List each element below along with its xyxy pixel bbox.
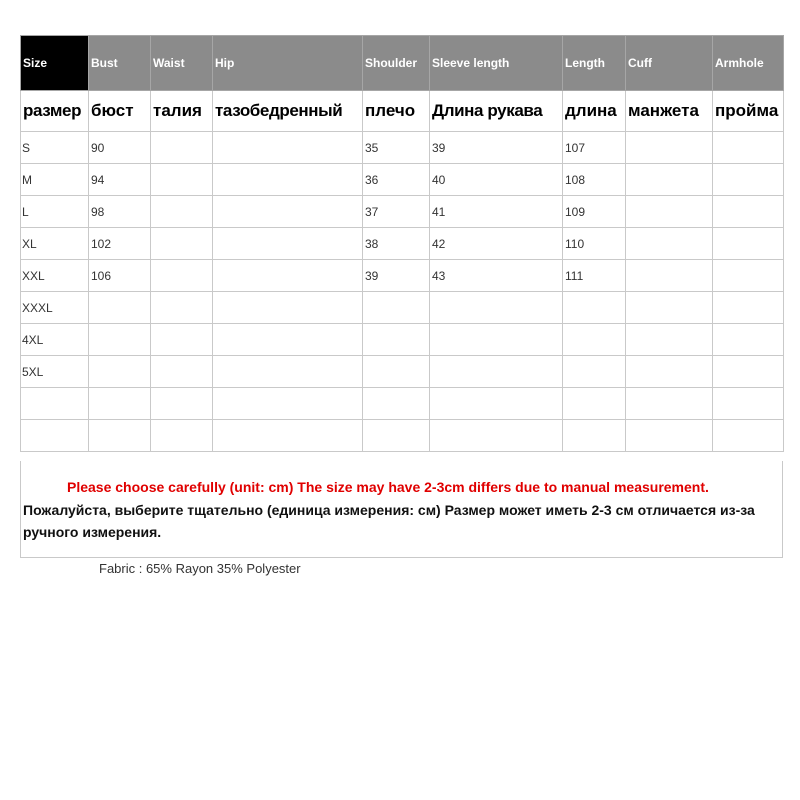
measurement-cell <box>713 132 784 164</box>
size-cell: XXL <box>21 260 89 292</box>
header-cell-ru: тазобедренный <box>213 91 363 132</box>
measurement-cell <box>213 356 363 388</box>
measurement-cell <box>213 292 363 324</box>
measurement-cell <box>213 388 363 420</box>
measurement-cell <box>563 420 626 452</box>
measurement-cell: 106 <box>89 260 151 292</box>
header-cell-ru: Длина рукава <box>430 91 563 132</box>
measurement-cell <box>713 164 784 196</box>
measurement-cell <box>626 388 713 420</box>
measurement-cell <box>626 132 713 164</box>
measurement-cell <box>713 324 784 356</box>
measurement-cell <box>430 324 563 356</box>
measurement-cell <box>430 292 563 324</box>
table-row <box>21 324 784 356</box>
measurement-cell: 110 <box>563 228 626 260</box>
measurement-cell <box>713 356 784 388</box>
size-cell: S <box>21 132 89 164</box>
measurement-cell: 109 <box>563 196 626 228</box>
size-cell: XL <box>21 228 89 260</box>
measurement-cell <box>213 228 363 260</box>
measurement-cell: 94 <box>89 164 151 196</box>
measurement-cell: 36 <box>363 164 430 196</box>
table-row <box>21 420 784 452</box>
measurement-cell <box>563 356 626 388</box>
size-cell: M <box>21 164 89 196</box>
measurement-cell: 37 <box>363 196 430 228</box>
measurement-cell <box>713 388 784 420</box>
measurement-cell <box>213 420 363 452</box>
measurement-cell: 102 <box>89 228 151 260</box>
measurement-cell <box>363 388 430 420</box>
measurement-cell <box>626 164 713 196</box>
measurement-cell: 40 <box>430 164 563 196</box>
measurement-cell <box>430 356 563 388</box>
measurement-cell <box>363 292 430 324</box>
header-row-ru <box>21 91 784 132</box>
table-row <box>21 292 784 324</box>
measurement-cell <box>151 324 213 356</box>
measurement-cell <box>563 388 626 420</box>
measurement-cell <box>713 196 784 228</box>
measurement-cell <box>626 196 713 228</box>
measurement-cell <box>151 132 213 164</box>
measurement-cell <box>213 260 363 292</box>
measurement-note <box>20 461 783 558</box>
table-row <box>21 196 784 228</box>
table-row <box>21 356 784 388</box>
header-cell-ru: манжета <box>626 91 713 132</box>
measurement-cell <box>713 420 784 452</box>
measurement-cell <box>626 292 713 324</box>
measurement-cell <box>430 420 563 452</box>
measurement-cell <box>626 228 713 260</box>
size-cell: XXXL <box>21 292 89 324</box>
measurement-cell <box>151 420 213 452</box>
header-cell-ru: пройма <box>713 91 784 132</box>
measurement-cell <box>89 324 151 356</box>
measurement-cell <box>89 388 151 420</box>
measurement-cell <box>151 228 213 260</box>
size-cell <box>21 420 89 452</box>
size-cell: 5XL <box>21 356 89 388</box>
measurement-cell <box>563 324 626 356</box>
measurement-cell <box>363 420 430 452</box>
header-cell-ru: бюст <box>89 91 151 132</box>
header-cell-ru: длина <box>563 91 626 132</box>
header-cell-en: Sleeve length <box>430 36 563 91</box>
measurement-cell <box>430 388 563 420</box>
measurement-warning-en: Please choose carefully (unit: cm) The size may have 2-3cm differs due to manual measurement. <box>67 479 709 495</box>
header-cell-en: Shoulder <box>363 36 430 91</box>
measurement-cell: 90 <box>89 132 151 164</box>
measurement-cell: 98 <box>89 196 151 228</box>
table-row <box>21 164 784 196</box>
measurement-cell <box>713 260 784 292</box>
table-row <box>21 228 784 260</box>
measurement-cell <box>151 164 213 196</box>
fabric-composition: Fabric : 65% Rayon 35% Polyester <box>99 561 301 576</box>
measurement-cell <box>213 164 363 196</box>
measurement-cell <box>151 388 213 420</box>
measurement-cell <box>89 420 151 452</box>
header-cell-en: Size <box>21 36 89 91</box>
header-cell-en: Waist <box>151 36 213 91</box>
header-row-en <box>21 36 784 91</box>
measurement-cell <box>213 324 363 356</box>
measurement-cell: 41 <box>430 196 563 228</box>
header-cell-en: Length <box>563 36 626 91</box>
measurement-cell: 108 <box>563 164 626 196</box>
measurement-cell <box>213 132 363 164</box>
measurement-cell: 107 <box>563 132 626 164</box>
measurement-cell: 35 <box>363 132 430 164</box>
table-row <box>21 132 784 164</box>
measurement-cell: 42 <box>430 228 563 260</box>
size-cell <box>21 388 89 420</box>
measurement-cell <box>626 260 713 292</box>
header-cell-ru: талия <box>151 91 213 132</box>
measurement-cell <box>151 292 213 324</box>
table-row <box>21 260 784 292</box>
measurement-cell <box>151 196 213 228</box>
measurement-cell <box>626 324 713 356</box>
measurement-cell <box>151 356 213 388</box>
header-cell-ru: размер <box>21 91 89 132</box>
size-cell: L <box>21 196 89 228</box>
measurement-cell <box>89 356 151 388</box>
measurement-cell <box>89 292 151 324</box>
measurement-cell <box>713 228 784 260</box>
measurement-cell: 38 <box>363 228 430 260</box>
measurement-cell <box>213 196 363 228</box>
header-cell-en: Bust <box>89 36 151 91</box>
measurement-warning-ru: Пожалуйста, выберите тщательно (единица измерения: см) Размер может иметь 2-3 см отличается из-за ручного измерения. <box>23 502 755 540</box>
measurement-cell: 39 <box>430 132 563 164</box>
measurement-cell: 111 <box>563 260 626 292</box>
size-cell: 4XL <box>21 324 89 356</box>
header-cell-en: Hip <box>213 36 363 91</box>
measurement-cell <box>626 420 713 452</box>
measurement-cell <box>713 292 784 324</box>
measurement-cell <box>363 356 430 388</box>
measurement-cell <box>151 260 213 292</box>
measurement-cell <box>363 324 430 356</box>
size-chart-table <box>20 35 784 452</box>
table-row <box>21 388 784 420</box>
header-cell-en: Armhole <box>713 36 784 91</box>
measurement-cell: 43 <box>430 260 563 292</box>
measurement-cell <box>626 356 713 388</box>
measurement-cell: 39 <box>363 260 430 292</box>
measurement-cell <box>563 292 626 324</box>
header-cell-ru: плечо <box>363 91 430 132</box>
header-cell-en: Cuff <box>626 36 713 91</box>
